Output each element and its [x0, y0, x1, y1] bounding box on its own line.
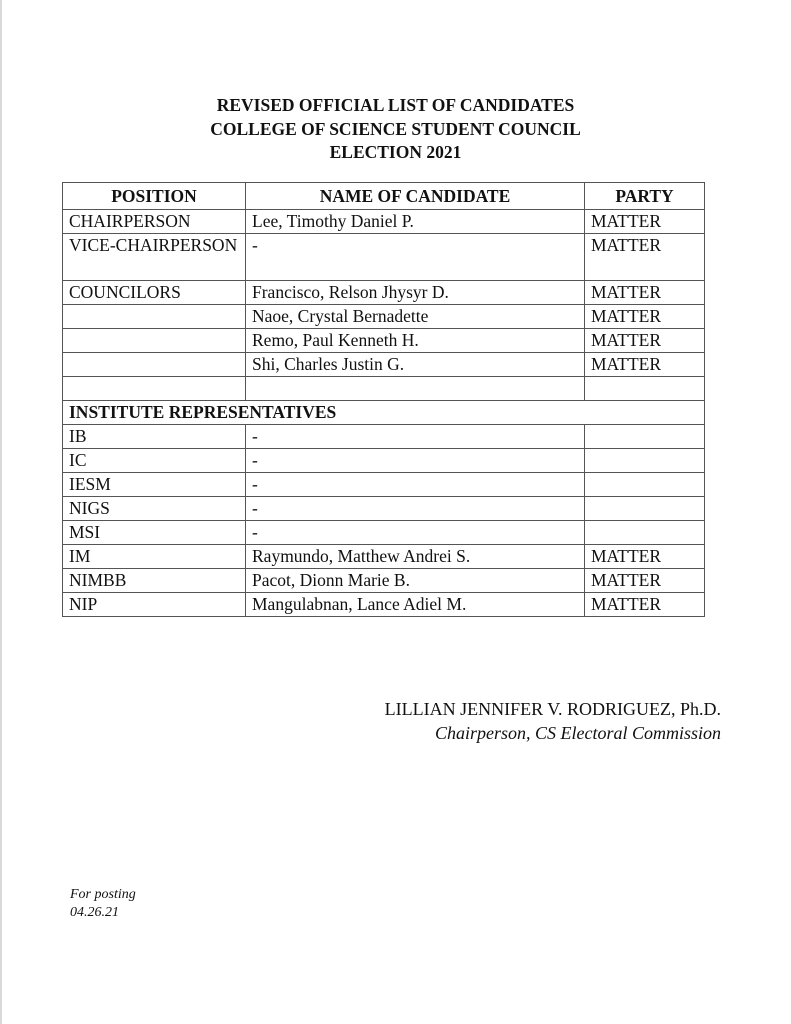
- party-cell: MATTER: [585, 569, 705, 593]
- table-row: [63, 305, 705, 329]
- table-row: [63, 425, 705, 449]
- party-cell: [585, 473, 705, 497]
- candidate-cell: -: [246, 449, 585, 473]
- position-cell: IM: [63, 545, 246, 569]
- party-cell: MATTER: [585, 281, 705, 305]
- position-cell: NIP: [63, 593, 246, 617]
- party-cell: [585, 497, 705, 521]
- party-cell: MATTER: [585, 593, 705, 617]
- candidate-cell: -: [246, 497, 585, 521]
- position-cell: COUNCILORS: [63, 281, 246, 305]
- position-cell: [63, 305, 246, 329]
- position-cell: CHAIRPERSON: [63, 210, 246, 234]
- signatory-name: LILLIAN JENNIFER V. RODRIGUEZ, Ph.D.: [384, 699, 721, 719]
- section-title-institute-representatives: INSTITUTE REPRESENTATIVES: [63, 401, 705, 425]
- table-row: [63, 569, 705, 593]
- table-row: [63, 281, 705, 305]
- position-cell: NIMBB: [63, 569, 246, 593]
- candidate-cell: Naoe, Crystal Bernadette: [246, 305, 585, 329]
- table-row: [63, 210, 705, 234]
- table-row: [63, 497, 705, 521]
- candidate-cell: [246, 377, 585, 401]
- candidate-cell: Lee, Timothy Daniel P.: [246, 210, 585, 234]
- signature-block: [385, 697, 721, 745]
- position-cell: IESM: [63, 473, 246, 497]
- party-cell: [585, 425, 705, 449]
- party-cell: MATTER: [585, 329, 705, 353]
- party-cell: MATTER: [585, 353, 705, 377]
- table-row: [63, 353, 705, 377]
- candidate-cell: -: [246, 473, 585, 497]
- table-row: [63, 521, 705, 545]
- party-cell: [585, 521, 705, 545]
- position-cell: NIGS: [63, 497, 246, 521]
- table-header-row: [63, 183, 705, 210]
- heading-line-3: ELECTION 2021: [329, 142, 462, 162]
- candidate-cell: Mangulabnan, Lance Adiel M.: [246, 593, 585, 617]
- table-row: [63, 593, 705, 617]
- candidate-cell: Francisco, Relson Jhysyr D.: [246, 281, 585, 305]
- party-cell: [585, 377, 705, 401]
- party-cell: MATTER: [585, 234, 705, 281]
- candidate-cell: -: [246, 234, 585, 281]
- table-row: [63, 329, 705, 353]
- document-heading: [0, 94, 791, 165]
- table-row: [63, 473, 705, 497]
- header-party: PARTY: [585, 183, 705, 210]
- party-cell: [585, 449, 705, 473]
- posting-date: 04.26.21: [70, 905, 119, 920]
- table-row: [63, 449, 705, 473]
- table-row: [63, 377, 705, 401]
- candidates-table: [62, 182, 705, 617]
- candidate-cell: -: [246, 425, 585, 449]
- table-row: [63, 234, 705, 281]
- position-cell: [63, 377, 246, 401]
- position-cell: [63, 353, 246, 377]
- signatory-role: Chairperson, CS Electoral Commission: [434, 723, 721, 743]
- candidate-cell: Remo, Paul Kenneth H.: [246, 329, 585, 353]
- position-cell: IC: [63, 449, 246, 473]
- candidate-cell: Raymundo, Matthew Andrei S.: [246, 545, 585, 569]
- party-cell: MATTER: [585, 305, 705, 329]
- heading-line-2: COLLEGE OF SCIENCE STUDENT COUNCIL: [210, 118, 581, 139]
- posting-label: For posting: [70, 887, 136, 902]
- position-cell: MSI: [63, 521, 246, 545]
- section-row: [63, 401, 705, 425]
- position-cell: [63, 329, 246, 353]
- header-name: NAME OF CANDIDATE: [246, 183, 585, 210]
- position-cell: VICE-CHAIRPERSON: [63, 234, 246, 281]
- candidate-cell: Shi, Charles Justin G.: [246, 353, 585, 377]
- candidate-cell: -: [246, 521, 585, 545]
- table-row: [63, 545, 705, 569]
- candidate-cell: Pacot, Dionn Marie B.: [246, 569, 585, 593]
- heading-line-1: REVISED OFFICIAL LIST OF CANDIDATES: [216, 95, 575, 115]
- position-cell: IB: [63, 425, 246, 449]
- party-cell: MATTER: [585, 545, 705, 569]
- party-cell: MATTER: [585, 210, 705, 234]
- header-position: POSITION: [63, 183, 246, 210]
- posting-note: [70, 886, 136, 922]
